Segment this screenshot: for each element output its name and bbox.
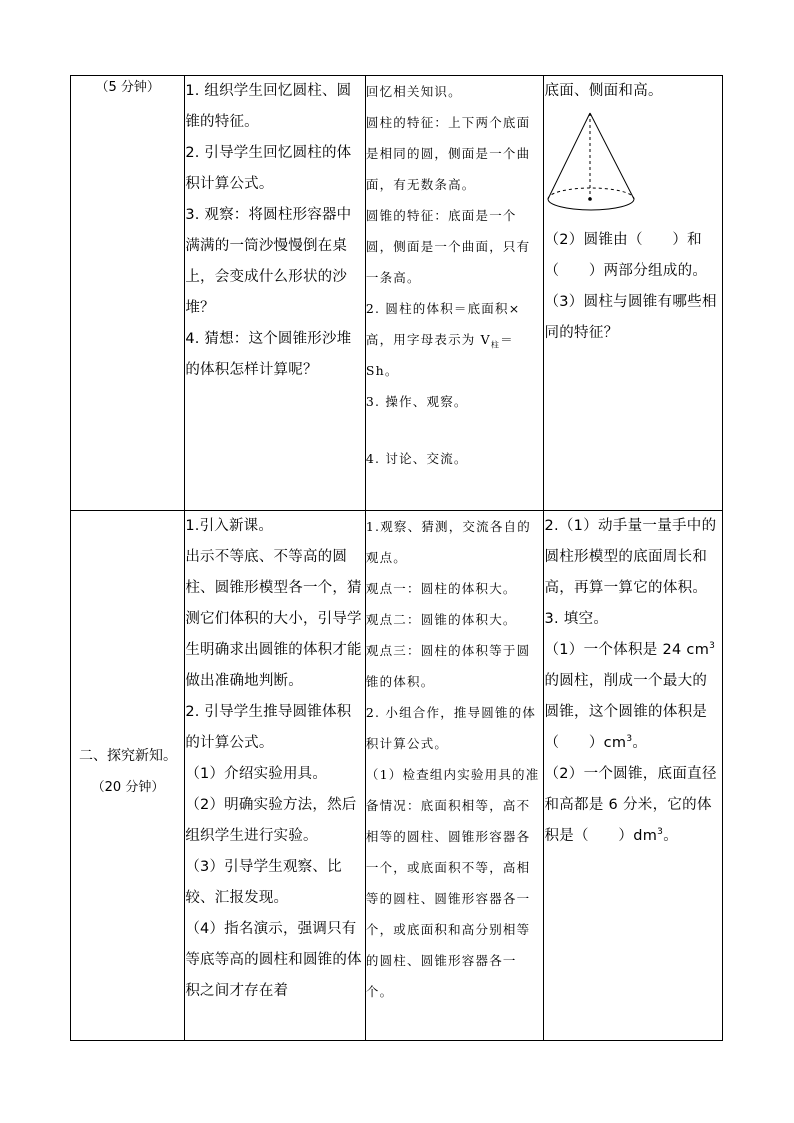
teacher-step: 3. 观察：将圆柱形容器中满满的一筒沙慢慢倒在桌上，会变成什么形状的沙堆？: [185, 207, 352, 316]
teacher-activity-cell: [185, 511, 366, 1041]
exercise-line: （1）一个体积是 24 $cm^3$的圆柱，削成一个最大的圆锥，这个圆锥的体积是（ ）$cm^3$。: [544, 641, 716, 751]
teacher-step: 1. 组织学生回忆圆柱、圆锥的特征。: [185, 83, 352, 130]
table-row: [71, 511, 723, 1041]
teacher-step: （1）介绍实验用具。: [185, 766, 328, 782]
student-step: 3. 操作、观察。: [365, 394, 468, 409]
section-title: 二、探究新知。: [79, 748, 177, 764]
lesson-plan-table: [70, 75, 723, 1041]
cone-figure: [544, 111, 640, 221]
student-step: 4. 讨论、交流。: [365, 451, 468, 466]
stage-time: （5 分钟）: [95, 80, 160, 95]
exercise-line: 底面、侧面和高。: [544, 83, 663, 99]
student-step: 2. 小组合作，推导圆锥的体积计算公式。: [365, 705, 537, 751]
student-activity-cell: [365, 511, 544, 1041]
exercise-line: （3）圆柱与圆锥有哪些相同的特征？: [544, 294, 717, 341]
teacher-step: 2. 引导学生推导圆锥体积的计算公式。: [185, 704, 352, 751]
stage-cell: [71, 76, 185, 511]
student-step: 圆柱的特征：上下两个底面是相同的圆，侧面是一个曲面，有无数条高。: [365, 115, 531, 192]
student-step: 观点三：圆柱的体积等于圆锥的体积。: [365, 643, 531, 689]
exercise-cell: [544, 76, 723, 511]
student-activity-cell: [365, 76, 544, 511]
exercise-line: 3. 填空。: [544, 611, 609, 627]
stage-cell: [71, 511, 185, 1041]
teacher-step: 4. 猜想：这个圆锥形沙堆的体积怎样计算呢？: [185, 331, 352, 378]
student-step: 回忆相关知识。: [365, 84, 462, 99]
teacher-activity-cell: [185, 76, 366, 511]
student-step: 观点二：圆锥的体积大。: [365, 612, 517, 627]
exercise-line: 2.（1）动手量一量手中的圆柱形模型的底面周长和高，再算一算它的体积。: [544, 518, 717, 596]
teacher-step: （2）明确实验方法，然后组织学生进行实验。: [185, 797, 357, 844]
stage-time: （20 分钟）: [91, 780, 165, 795]
student-step: 圆锥的特征：底面是一个圆，侧面是一个曲面，只有一条高。: [365, 208, 531, 285]
student-step: （1）检查组内实验用具的准备情况：底面积相等，高不相等的圆柱、圆锥形容器各一个，或底面积不等，高相等的圆柱、圆锥形容器各一个，或底面积和高分别相等的圆柱、圆锥形容器各一个。: [365, 767, 540, 999]
teacher-step: （3）引导学生观察、比较、汇报发现。: [185, 859, 342, 906]
table-row: [71, 76, 723, 511]
teacher-step: （4）指名演示，强调只有等底等高的圆柱和圆锥的体积之间才存在着: [185, 921, 362, 999]
student-step: 观点一：圆柱的体积大。: [365, 581, 517, 596]
exercise-cell: [544, 511, 723, 1041]
exercise-line: （2）圆锥由（ ）和（ ）两部分组成的。: [544, 232, 708, 279]
teacher-step: 2. 引导学生回忆圆柱的体积计算公式。: [185, 145, 352, 192]
teacher-step: 1.引入新课。: [185, 518, 274, 534]
student-step: 2. 圆柱的体积＝底面积×高，用字母表示为 $V_柱=Sh$。: [365, 301, 521, 378]
teacher-step: 出示不等底、不等高的圆柱、圆锥形模型各一个，猜测它们体积的大小，引导学生明确求出圆锥的体积才能做出准确地判断。: [185, 549, 362, 689]
student-step: 1.观察、猜测，交流各自的观点。: [365, 519, 531, 565]
exercise-line: （2）一个圆锥，底面直径和高都是 6 分米，它的体积是（ ）$dm^3$。: [544, 766, 717, 844]
